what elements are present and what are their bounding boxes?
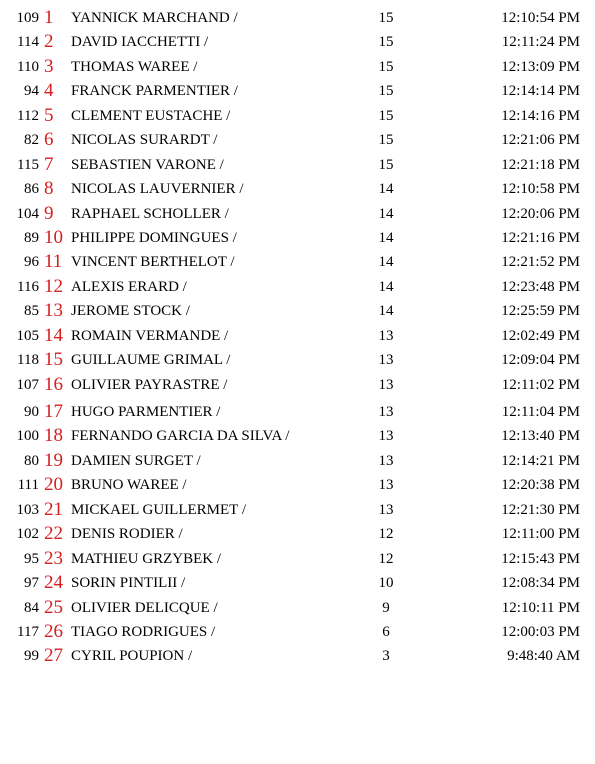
result-row: [0, 79, 595, 103]
bib-number: 97: [24, 575, 39, 592]
lap-count: 3: [382, 648, 390, 665]
finish-time: 12:00:03 PM: [501, 623, 580, 640]
result-row: [0, 104, 595, 128]
result-row: [0, 299, 595, 323]
bib-number: 102: [16, 526, 39, 543]
lap-count: 15: [378, 83, 394, 100]
finish-time: 12:21:16 PM: [501, 229, 580, 246]
lap-count: 15: [378, 10, 394, 26]
result-row: [0, 324, 595, 348]
lap-count: 14: [378, 229, 394, 246]
rank-number: 6: [44, 129, 54, 151]
result-row: [0, 547, 595, 571]
lap-count: 6: [382, 623, 390, 640]
bib-number: 109: [16, 10, 39, 26]
runner-name: PHILIPPE DOMINGUES /: [71, 229, 237, 246]
runner-name: SORIN PINTILII /: [71, 575, 186, 592]
lap-count: 13: [378, 477, 394, 494]
runner-name: TIAGO RODRIGUES /: [71, 623, 216, 640]
result-row: [0, 348, 595, 372]
result-row: [0, 473, 595, 497]
rank-number: 10: [44, 226, 63, 248]
rank-number: 25: [44, 596, 63, 618]
lap-count: 15: [378, 34, 394, 51]
result-row: [0, 620, 595, 644]
lap-count: 15: [378, 58, 394, 75]
rank-number: 13: [44, 300, 63, 322]
result-row: [0, 571, 595, 595]
bib-number: 114: [17, 34, 39, 51]
bib-number: 104: [16, 205, 39, 222]
runner-name: FRANCK PARMENTIER /: [71, 83, 238, 100]
result-row: [0, 6, 595, 30]
bib-number: 103: [16, 501, 39, 518]
result-row: [0, 177, 595, 201]
runner-name: NICOLAS SURARDT /: [71, 132, 218, 149]
rank-number: 26: [44, 620, 63, 642]
finish-time: 12:09:04 PM: [501, 352, 580, 369]
lap-count: 13: [378, 327, 394, 344]
result-row: [0, 400, 595, 424]
bib-number: 86: [24, 181, 39, 198]
finish-time: 12:23:48 PM: [501, 278, 580, 295]
finish-time: 12:13:09 PM: [501, 58, 580, 75]
lap-count: 12: [378, 526, 394, 543]
finish-time: 12:21:30 PM: [501, 501, 580, 518]
bib-number: 110: [17, 58, 39, 75]
bib-number: 112: [17, 107, 39, 124]
result-row: [0, 373, 595, 397]
lap-count: 13: [378, 452, 394, 469]
runner-name: BRUNO WAREE /: [71, 477, 187, 494]
runner-name: OLIVIER DELICQUE /: [71, 599, 218, 616]
lap-count: 13: [378, 352, 394, 369]
result-row: [0, 30, 595, 54]
runner-name: CLEMENT EUSTACHE /: [71, 107, 231, 124]
rank-number: 5: [44, 104, 54, 126]
lap-count: 12: [378, 550, 394, 567]
runner-name: JEROME STOCK /: [71, 303, 190, 320]
lap-count: 13: [378, 376, 394, 393]
finish-time: 9:48:40 AM: [507, 648, 580, 665]
lap-count: 13: [378, 404, 394, 420]
result-row: [0, 498, 595, 522]
finish-time: 12:11:24 PM: [501, 34, 580, 51]
runner-name: MICKAEL GUILLERMET /: [71, 501, 246, 518]
lap-count: 14: [378, 278, 394, 295]
rank-number: 8: [44, 178, 54, 200]
lap-count: 14: [378, 205, 394, 222]
finish-time: 12:10:11 PM: [501, 599, 580, 616]
runner-name: RAPHAEL SCHOLLER /: [71, 205, 229, 222]
rank-number: 27: [44, 645, 63, 667]
finish-time: 12:14:21 PM: [501, 452, 580, 469]
lap-count: 15: [378, 132, 394, 149]
runner-name: MATHIEU GRZYBEK /: [71, 550, 221, 567]
finish-time: 12:20:38 PM: [501, 477, 580, 494]
bib-number: 85: [24, 303, 39, 320]
runner-name: ALEXIS ERARD /: [71, 278, 187, 295]
runner-name: HUGO PARMENTIER /: [71, 404, 221, 420]
rank-number: 20: [44, 474, 63, 496]
runner-name: DENIS RODIER /: [71, 526, 183, 543]
bib-number: 107: [16, 376, 39, 393]
result-row: [0, 522, 595, 546]
rank-number: 7: [44, 153, 54, 175]
bib-number: 94: [24, 83, 39, 100]
bib-number: 90: [24, 404, 39, 420]
finish-time: 12:08:34 PM: [501, 575, 580, 592]
finish-time: 12:11:02 PM: [501, 376, 580, 393]
result-row: [0, 55, 595, 79]
lap-count: 15: [378, 156, 394, 173]
bib-number: 116: [17, 278, 39, 295]
runner-name: VINCENT BERTHELOT /: [71, 254, 235, 271]
finish-time: 12:10:58 PM: [501, 181, 580, 198]
lap-count: 14: [378, 303, 394, 320]
bib-number: 115: [17, 156, 39, 173]
result-row: [0, 128, 595, 152]
runner-name: NICOLAS LAUVERNIER /: [71, 181, 244, 198]
lap-count: 14: [378, 254, 394, 271]
finish-time: 12:10:54 PM: [501, 10, 580, 26]
runner-name: YANNICK MARCHAND /: [71, 10, 238, 26]
rank-number: 11: [44, 251, 63, 273]
finish-time: 12:11:04 PM: [501, 404, 580, 420]
bib-number: 117: [17, 623, 39, 640]
bib-number: 111: [17, 477, 39, 494]
rank-number: 3: [44, 55, 54, 77]
runner-name: DAVID IACCHETTI /: [71, 34, 209, 51]
finish-time: 12:25:59 PM: [501, 303, 580, 320]
rank-number: 4: [44, 80, 54, 102]
bib-number: 118: [17, 352, 39, 369]
rank-number: 16: [44, 373, 63, 395]
rank-number: 2: [44, 31, 54, 53]
result-row: [0, 449, 595, 473]
lap-count: 15: [378, 107, 394, 124]
finish-time: 12:02:49 PM: [501, 327, 580, 344]
rank-number: 15: [44, 349, 63, 371]
bib-number: 80: [24, 452, 39, 469]
runner-name: DAMIEN SURGET /: [71, 452, 201, 469]
result-row: [0, 424, 595, 448]
rank-number: 22: [44, 523, 63, 545]
rank-number: 19: [44, 449, 63, 471]
bib-number: 89: [24, 229, 39, 246]
rank-number: 21: [44, 498, 63, 520]
rank-number: 17: [44, 401, 63, 422]
rank-number: 23: [44, 547, 63, 569]
runner-name: GUILLAUME GRIMAL /: [71, 352, 231, 369]
lap-count: 13: [378, 428, 394, 445]
finish-time: 12:14:14 PM: [501, 83, 580, 100]
finish-time: 12:21:18 PM: [501, 156, 580, 173]
rank-number: 12: [44, 275, 63, 297]
results-table: [0, 6, 595, 669]
rank-number: 1: [44, 7, 54, 28]
runner-name: CYRIL POUPION /: [71, 648, 193, 665]
finish-time: 12:21:06 PM: [501, 132, 580, 149]
bib-number: 105: [16, 327, 39, 344]
rank-number: 14: [44, 324, 63, 346]
lap-count: 13: [378, 501, 394, 518]
bib-number: 99: [24, 648, 39, 665]
result-row: [0, 644, 595, 668]
result-row: [0, 275, 595, 299]
bib-number: 95: [24, 550, 39, 567]
lap-count: 9: [382, 599, 390, 616]
result-row: [0, 250, 595, 274]
rank-number: 9: [44, 202, 54, 224]
bib-number: 100: [16, 428, 39, 445]
lap-count: 10: [378, 575, 394, 592]
result-row: [0, 596, 595, 620]
rank-number: 24: [44, 572, 63, 594]
bib-number: 82: [24, 132, 39, 149]
runner-name: THOMAS WAREE /: [71, 58, 198, 75]
rank-number: 18: [44, 425, 63, 447]
runner-name: SEBASTIEN VARONE /: [71, 156, 224, 173]
finish-time: 12:11:00 PM: [501, 526, 580, 543]
result-row: [0, 226, 595, 250]
result-row: [0, 153, 595, 177]
lap-count: 14: [378, 181, 394, 198]
finish-time: 12:20:06 PM: [501, 205, 580, 222]
finish-time: 12:13:40 PM: [501, 428, 580, 445]
result-row: [0, 202, 595, 226]
finish-time: 12:21:52 PM: [501, 254, 580, 271]
bib-number: 84: [24, 599, 39, 616]
bib-number: 96: [24, 254, 39, 271]
finish-time: 12:15:43 PM: [501, 550, 580, 567]
runner-name: FERNANDO GARCIA DA SILVA /: [71, 428, 290, 445]
runner-name: ROMAIN VERMANDE /: [71, 327, 229, 344]
finish-time: 12:14:16 PM: [501, 107, 580, 124]
runner-name: OLIVIER PAYRASTRE /: [71, 376, 228, 393]
